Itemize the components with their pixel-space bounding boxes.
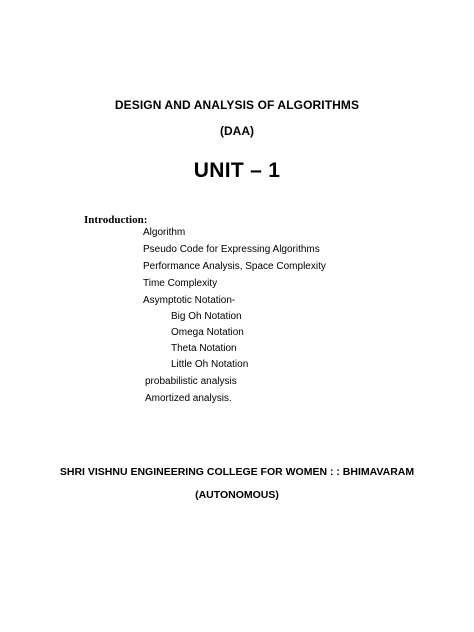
topic-item: probabilistic analysis xyxy=(145,376,237,387)
notation-item: Little Oh Notation xyxy=(171,359,249,370)
notation-item: Theta Notation xyxy=(171,343,237,354)
topic-item: Algorithm xyxy=(143,227,186,238)
notation-item: Big Oh Notation xyxy=(171,311,242,322)
topic-item: Performance Analysis, Space Complexity xyxy=(143,261,326,272)
unit-heading: UNIT – 1 xyxy=(193,159,281,182)
notation-item: Omega Notation xyxy=(171,327,244,338)
course-title: DESIGN AND ANALYSIS OF ALGORITHMS xyxy=(114,98,360,112)
autonomous-status: (AUTONOMOUS) xyxy=(195,489,279,501)
topic-item: Asymptotic Notation- xyxy=(143,295,236,306)
topic-item: Amortized analysis. xyxy=(145,393,232,404)
topic-item: Time Complexity xyxy=(143,278,218,289)
topic-item: Pseudo Code for Expressing Algorithms xyxy=(143,244,320,255)
introduction-label: Introduction: xyxy=(84,214,148,226)
course-code: (DAA) xyxy=(220,124,254,138)
college-name: SHRI VISHNU ENGINEERING COLLEGE FOR WOMEN : : BHIMAVARAM xyxy=(59,466,415,478)
